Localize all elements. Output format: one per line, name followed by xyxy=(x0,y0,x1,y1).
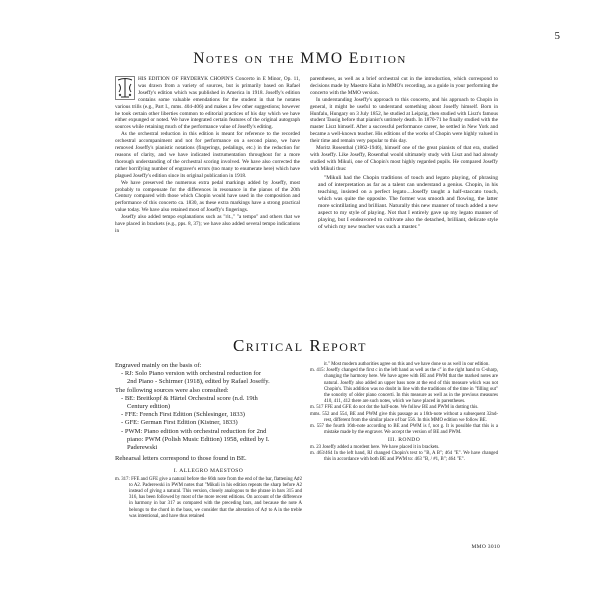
notes-paragraph: Moritz Rosenthal (1862-1946), himself one of the great pianists of that era, studied with Joseffy. Like Joseffy, Rosenthal would ultimately study with Liszt and had already studied with Mikuli, one of Chopin's most highly regarded pupils. He compared Joseffy with Mikuli thus: xyxy=(310,145,498,172)
report-entry: m. 415: Joseffy changed the first c in the left hand as well as the c'' in the right hand to C-sharp, changing the harmony here. We have agree with BE and PWM that the marked notes are natural. Joseffy also added an upper bass note at the end of this measure which was not Chopin's. This addition was no doubt in line with the traditions of the time in "filling out" the sonority of older piano concerti. In this measure as well as in the previous measures 410, 411, 412 there are such notes, which we have placed in parentheses. xyxy=(310,368,498,405)
report-entry: m. 317: FFE and GFE give a natural before the 66th note from the end of the bar, flattening A♯2 to A2. Paderewski in PWM notes that "Mikuli in his edition repeats the sharp before A2 instead of giving a natural. This version, closely analogous to the phrase in bars 315 and 316, has been followed by most of the more recent editions. On account of the difference in harmony in bar 317 as compared with the preceding bars, and because the note A belongs to the chord in the bass, we consider that the alteration of A♯ to A in the treble was intentional, and have thus retained xyxy=(115,476,302,519)
catalog-number: MMO 3010 xyxy=(471,544,500,550)
report-entry: m. 23 Joseffy added a mordent here. We have placed it in brackets. xyxy=(310,444,440,450)
report-line: Rehearsal letters correspond to those found in BE. xyxy=(115,455,247,463)
notes-paragraph: We have preserved the numerous extra pedal markings added by Joseffy, most probably to compensate for the differences in resonance in the pianos of the 20th Century compared with those which Chopin would have used in the composition and performance of this concerto ca. 1830, as these extra markings have a strong practical value today. We have also retained most of Joseffy's fingerings. xyxy=(115,179,300,214)
report-line: piano: PWM (Polish Music Edition) 1958, edited by I. xyxy=(127,435,270,443)
report-line: Paderewski xyxy=(127,444,158,452)
notes-paragraph: HIS EDITION OF FRYDERYK CHOPIN'S Concerto in E Minor, Op. 11, was drawn from a variety of sources, but is primarily based on Rafael Joseffy's edition which was published in America in 1918. Joseffy's edition contains some valuable emendations for the student in that he notates various trills (e.g., Part I., mms. 404-406) and makes a few other suggestions; however he took certain other liberties common to editorial practices of his day which we have either expunged or noted. We have integrated certain features of the original autograph sources while retaining much of the performance value of Joseffy's editing. xyxy=(115,76,300,131)
report-line: - GFE: German First Edition (Kistner, 1833) xyxy=(121,419,238,427)
report-line: - PWM: Piano edition with orchestral reduction for 2nd xyxy=(121,427,267,435)
report-line: The following sources were also consulted: xyxy=(115,386,229,394)
report-entry: mms. 552 and 554, BE and PWM give this passage as a 16th-note without a subsequent 32nd-rest, different from the similar place of bar 556. In this MMO edition we follow BE. xyxy=(310,411,498,423)
section-heading: I. ALLEGRO MAESTOSO xyxy=(173,468,244,475)
report-line: - RJ: Solo Piano version with orchestral reduction for xyxy=(121,370,262,378)
report-right-column xyxy=(310,362,498,463)
report-line: 2nd Piano - Schirmer (1918), edited by Rafael Joseffy. xyxy=(127,378,270,386)
report-entry: m. 463/464 In the left hand, RJ changed Chopin's text to "B, A B"; 464 "E". We have changed this in accordance with both BE and PWM to: 463 "B, / #1, B"; 464 "E". xyxy=(310,450,498,463)
report-line: - BE: Breitkopf & Härtel Orchestral score (n.d. 19th xyxy=(121,394,258,402)
page-number: 5 xyxy=(554,30,560,42)
report-line: - FFE: French First Edition (Schlesinger, 1833) xyxy=(121,411,245,419)
report-entry: m. 557 the fourth 16th-note according to BE and PWM is f, not g. It is possible that this is a mistake made by the engraver. We accept the version of BE and PWM. xyxy=(310,424,498,436)
report-line: Century edition) xyxy=(127,403,171,411)
report-line: Engraved mainly on the basis of: xyxy=(115,362,202,369)
notes-paragraph: Joseffy also added tempo explanations such as "rit.," "a tempo" and others that we have placed in brackets (e.g., pps. 8, 37); we have also added several tempo indications in xyxy=(115,214,300,234)
report-left-column xyxy=(115,362,302,520)
rosenthal-quote: "Mikuli had the Chopin traditions of touch and legato playing, of phrasing and of interpretation as far as a talent can understand a genius. Chopin, in his teaching, insisted on a perfect legato....Joseffy taught a half-staccato touch, which was quite the opposite. The former was smooth and flowing, the latter more scintillating and brilliant. Naturally this new manner of touch added a new aspect to my style of playing. Not that I entirely gave up my legato manner of playing, but I endeavored to cultivate also the detached, brilliant, delicate style of which my new teacher was such a master." xyxy=(318,174,498,230)
notes-paragraph: parentheses, as well as a brief orchestral cut in the introduction, which correspond to decisions made by Maestro Kahn in MMO's recording, as a guide in your performing the concerto with the MMO version. xyxy=(310,76,498,96)
critical-report-title: Critical Report xyxy=(232,336,368,355)
notes-paragraph: In understanding Joseffy's approach to this concerto, and his approach to Chopin in general, it might be useful to understand something about Joseffy himself. Born in Hunfalu, Hungary on 3 July 1852, he studied at Leipzig, then studied with Liszt's famous student Tausig before that pianist's untimely death. In 1870-71 he finally studied with the master Liszt himself. After a successful performance career, he settled in New York and became a well-known teacher. His editions of the works of Chopin were highly valued in their time and remain very popular to this day. xyxy=(310,96,498,145)
ornamental-drop-cap-icon xyxy=(115,76,135,100)
section-heading: III. RONDO xyxy=(387,437,421,444)
report-entry-continued: it." Most modern authorities agree on this and we have done so as well in our edition. xyxy=(324,362,490,367)
notes-right-column xyxy=(310,76,498,336)
notes-paragraph: As the orchestral reduction in this edition is meant for reference to the recorded orchestral accompaniment and not for performance on a second piano, we have removed Joseffy's pianistic notations (fingerings, pedalings, etc.) in the reduction for reasons of clarity, and we have indicated instrumentation throughout for a more thorough understanding of the orchestral scoring involved. We have also corrected the rather horrifying number of engraver's errors (too many to enumerate here) which have plagued Joseffy's edition since its original publication in 1918. xyxy=(115,131,300,179)
notes-title: Notes on the MMO Edition xyxy=(193,50,407,67)
notes-left-column xyxy=(115,76,300,336)
report-entry: m. 517 FFE and GFE do not dot the half-note. We follow BE and PWM in dotting this. xyxy=(310,405,479,411)
